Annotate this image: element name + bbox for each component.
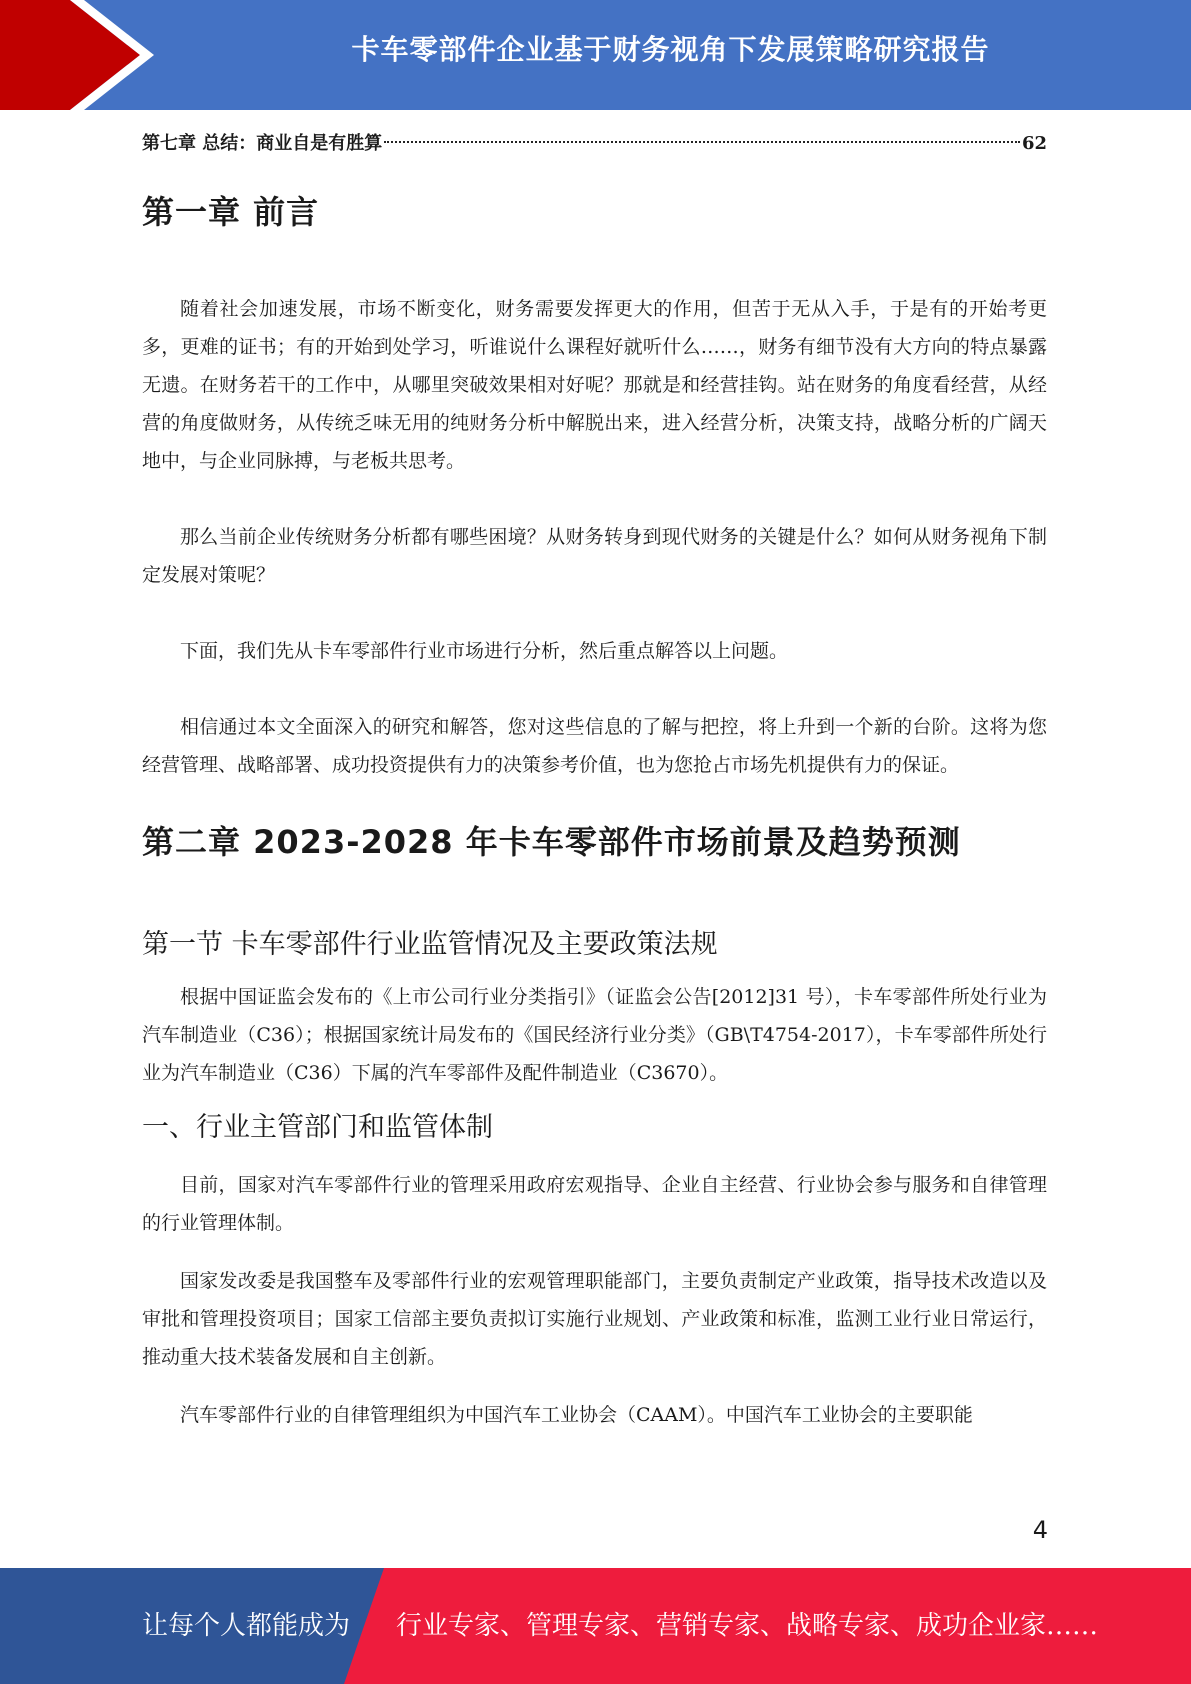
page-footer (0, 1568, 1191, 1684)
header-red-chevron (0, 0, 160, 110)
subsection-1-title: 一、行业主管部门和监管体制 (142, 1112, 493, 1143)
paragraph: 下面，我们先从卡车零部件行业市场进行分析，然后重点解答以上问题。 (180, 640, 789, 662)
paragraph: 汽车零部件行业的自律管理组织为中国汽车工业协会（CAAM）。中国汽车工业协会的主要职能 (180, 1404, 973, 1426)
paragraph: 根据中国证监会发布的《上市公司行业分类指引》（证监会公告[2012]31 号），卡车零部件所处行业为汽车制造业（C36）；根据国家统计局发布的《国民经济行业分类》（GB\T4754-2017），卡车零部件所处行业为汽车制造业（C36）下属的汽车零部件及配件制造业（C3670）。 (142, 986, 1047, 1084)
paragraph: 国家发改委是我国整车及零部件行业的宏观管理职能部门，主要负责制定产业政策，指导技术改造以及审批和管理投资项目；国家工信部主要负责拟订实施行业规划、产业政策和标准，监测工业行业日常运行，推动重大技术装备发展和自主创新。 (142, 1270, 1047, 1368)
paragraph: 相信通过本文全面深入的研究和解答，您对这些信息的了解与把控，将上升到一个新的台阶。这将为您经营管理、战略部署、成功投资提供有力的决策参考价值，也为您抢占市场先机提供有力的保证。 (142, 716, 1047, 776)
page-header (0, 0, 1191, 110)
toc-entry[interactable] (142, 122, 1047, 166)
chapter-1-title: 第一章 前言 (142, 193, 320, 231)
paragraph: 那么当前企业传统财务分析都有哪些困境？从财务转身到现代财务的关键是什么？如何从财务视角下制定发展对策呢？ (142, 526, 1047, 586)
paragraph: 随着社会加速发展，市场不断变化，财务需要发挥更大的作用，但苦于无从入手，于是有的开始考更多，更难的证书；有的开始到处学习，听谁说什么课程好就听什么……，财务有细节没有大方向的特点暴露无遗。在财务若干的工作中，从哪里突破效果相对好呢？那就是和经营挂钩。站在财务的角度看经营，从经营的角度做财务，从传统乏味无用的纯财务分析中解脱出来，进入经营分析，决策支持，战略分析的广阔天地中，与企业同脉搏，与老板共思考。 (142, 298, 1047, 472)
toc-leader-dots (384, 141, 1020, 143)
footer-slogan-right: 行业专家、管理专家、营销专家、战略专家、成功企业家…… (396, 1611, 1099, 1641)
chapter-2-title: 第二章 2023-2028 年卡车零部件市场前景及趋势预测 (142, 823, 961, 861)
toc-entry-title: 第七章 总结：商业自是有胜算 (142, 133, 383, 154)
document-body (142, 122, 1047, 1434)
toc-entry-page: 62 (1021, 133, 1047, 154)
footer-slogan-left: 让每个人都能成为 (142, 1611, 351, 1641)
header-title: 卡车零部件企业基于财务视角下发展策略研究报告 (351, 33, 990, 66)
page-number: 4 (1032, 1516, 1048, 1544)
section-1-title: 第一节 卡车零部件行业监管情况及主要政策法规 (142, 929, 718, 960)
paragraph: 目前，国家对汽车零部件行业的管理采用政府宏观指导、企业自主经营、行业协会参与服务和自律管理的行业管理体制。 (142, 1174, 1047, 1234)
